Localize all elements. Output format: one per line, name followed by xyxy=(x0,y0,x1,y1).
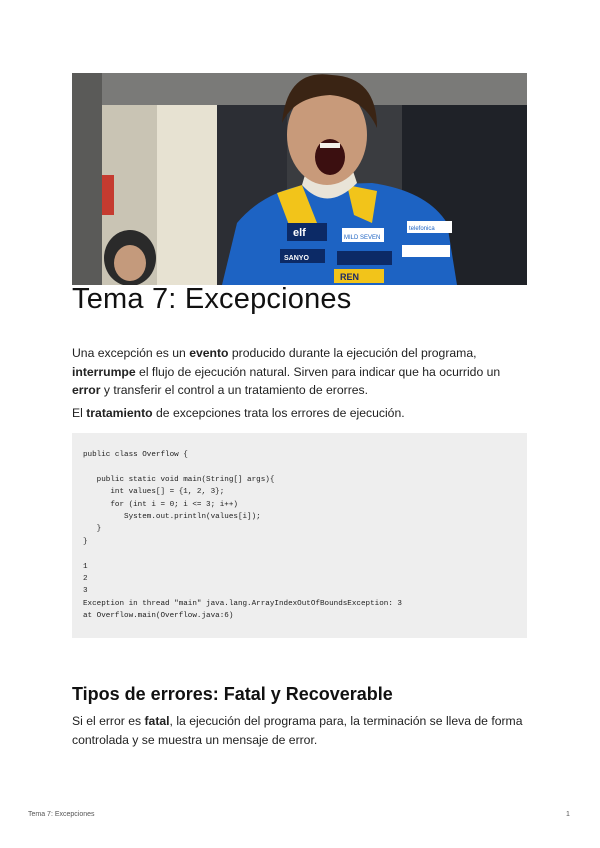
page-title: Tema 7: Excepciones xyxy=(72,283,352,315)
term-tratamiento: tratamiento xyxy=(86,406,153,420)
term-interrumpe: interrumpe xyxy=(72,364,136,379)
page-number: 1 xyxy=(566,811,570,818)
hero-photo xyxy=(72,73,527,285)
mild-seven-logo: MILD SEVEN xyxy=(344,235,381,241)
term-error: error xyxy=(72,383,101,397)
renault-sleeve-logo: REN xyxy=(340,272,360,282)
code-text: public class Overflow { public static void main(String[] args){ int values[] = {1, 2, 3}; for (int i = 0; i <= 3; i++) System.out.println(values[i]); } } 1 2 3 Exception in thread "main" java.lang.ArrayIndexOutOfBoundsException: 3 at Overflow.main(Overflow.java:6) xyxy=(83,451,402,621)
footer-title: Tema 7: Excepciones xyxy=(28,811,95,818)
term-fatal: fatal xyxy=(144,714,170,728)
treatment-paragraph: El tratamiento de excepciones trata los errores de ejecución. xyxy=(72,406,405,420)
fatal-paragraph: Si el error es fatal, la ejecución del programa para, la terminación se lleva de forma controlada y se muestra un mensaje de error. xyxy=(72,714,523,747)
code-block xyxy=(72,433,527,638)
elf-logo: elf xyxy=(293,227,306,239)
term-evento: evento xyxy=(189,346,229,360)
sanyo-logo: SANYO xyxy=(284,255,309,262)
telefonica-logo: telefonica xyxy=(409,226,435,232)
intro-paragraph: Una excepción es un evento producido durante la ejecución del programa, interrumpe el flujo de ejecución natural. Sirven para indicar que ha ocurrido un error y transferir el control a un tratamiento de erorres. xyxy=(72,346,501,397)
section-heading: Tipos de errores: Fatal y Recoverable xyxy=(72,684,393,704)
